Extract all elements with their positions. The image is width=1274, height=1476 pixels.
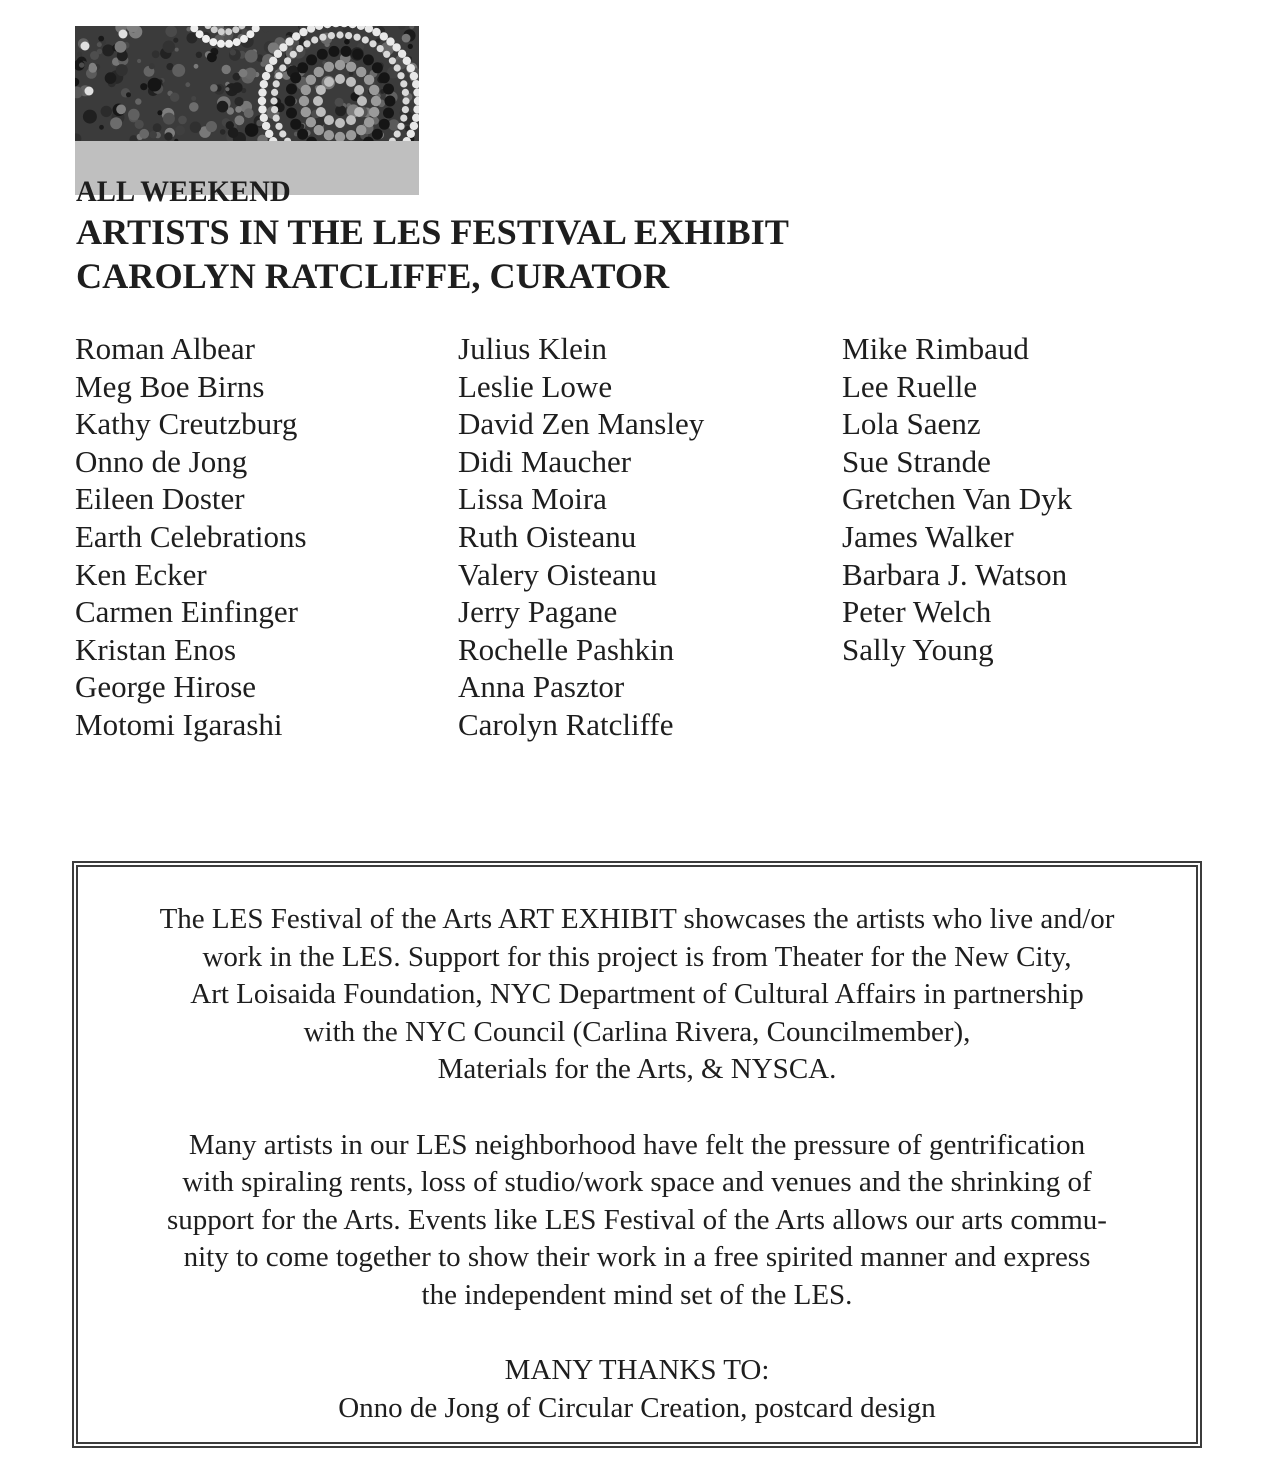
statement-line: nity to come together to show their work in a free spirited manner and express: [183, 1241, 1091, 1274]
artist-name: Lee Ruelle: [842, 368, 978, 404]
artist-name: Carmen Einfinger: [75, 594, 298, 630]
artist-name: Carolyn Ratcliffe: [458, 706, 674, 742]
artist-name: Jerry Pagane: [458, 594, 618, 630]
artist-column-3: [842, 330, 1072, 668]
artist-name: Meg Boe Birns: [75, 368, 265, 404]
artist-name: Rochelle Pashkin: [458, 631, 675, 667]
mosaic-pattern: [75, 26, 419, 141]
statement-line: with spiraling rents, loss of studio/work space and venues and the shrinking of: [182, 1166, 1092, 1199]
info-box: [72, 861, 1202, 1448]
exhibit-description: [74, 901, 1200, 1089]
artist-name: David Zen Mansley: [458, 406, 705, 442]
exhibit-heading: [76, 210, 789, 298]
artist-name: Earth Celebrations: [75, 518, 307, 554]
artist-name: Julius Klein: [458, 331, 607, 366]
artist-column-2: [458, 330, 704, 744]
thanks-credit: Onno de Jong of Circular Creation, postcard design: [338, 1391, 936, 1424]
artist-name: Valery Oisteanu: [458, 556, 657, 592]
artist-name: George Hirose: [75, 669, 257, 705]
artist-name: James Walker: [842, 518, 1014, 554]
description-line: Art Loisaida Foundation, NYC Department of Cultural Affairs in partnership: [190, 978, 1084, 1011]
statement-line: support for the Arts. Events like LES Festival of the Arts allows our arts commu-: [167, 1203, 1107, 1236]
artist-name: Kathy Creutzburg: [75, 406, 298, 442]
artist-name: Peter Welch: [842, 594, 992, 630]
artist-name: Ken Ecker: [75, 556, 207, 592]
artist-name: Didi Maucher: [458, 443, 632, 479]
artist-name: Sally Young: [842, 631, 994, 667]
artist-name: Anna Pasztor: [458, 669, 625, 705]
statement-line: the independent mind set of the LES.: [421, 1278, 853, 1311]
description-line: The LES Festival of the Arts ART EXHIBIT showcases the artists who live and/or: [159, 903, 1115, 935]
artist-name: Onno de Jong: [75, 443, 248, 479]
artist-name: Gretchen Van Dyk: [842, 481, 1073, 517]
artist-name: Lissa Moira: [458, 481, 607, 517]
exhibit-title: ARTISTS IN THE LES FESTIVAL EXHIBIT: [76, 212, 789, 252]
artist-name: Mike Rimbaud: [842, 331, 1029, 366]
artist-name: Ruth Oisteanu: [458, 518, 637, 554]
banner-label: ALL WEEKEND: [76, 175, 291, 208]
thanks-heading: MANY THANKS TO:: [504, 1354, 770, 1387]
curator-subtitle: CAROLYN RATCLIFFE, CURATOR: [76, 256, 670, 296]
statement-line: Many artists in our LES neighborhood have felt the pressure of gentrification: [188, 1128, 1086, 1161]
artist-name: Motomi Igarashi: [75, 706, 283, 742]
artist-name: Leslie Lowe: [458, 368, 613, 404]
all-weekend-banner: [75, 26, 419, 208]
mosaic-banner-image: [75, 26, 419, 141]
gentrification-statement: [74, 1127, 1200, 1315]
info-box-content: [74, 901, 1200, 1427]
artist-name: Sue Strande: [842, 443, 991, 479]
artist-name: Eileen Doster: [75, 481, 245, 517]
description-line: work in the LES. Support for this project is from Theater for the New City,: [202, 940, 1072, 973]
thanks-section: [74, 1352, 1200, 1427]
artist-name: Lola Saenz: [842, 406, 981, 442]
description-line: with the NYC Council (Carlina Rivera, Councilmember),: [303, 1015, 971, 1048]
artist-name: Kristan Enos: [75, 631, 237, 667]
description-line: Materials for the Arts, & NYSCA.: [437, 1053, 837, 1086]
artist-column-1: [75, 330, 307, 744]
artist-name: Barbara J. Watson: [842, 556, 1068, 592]
artist-name: Roman Albear: [75, 331, 255, 366]
